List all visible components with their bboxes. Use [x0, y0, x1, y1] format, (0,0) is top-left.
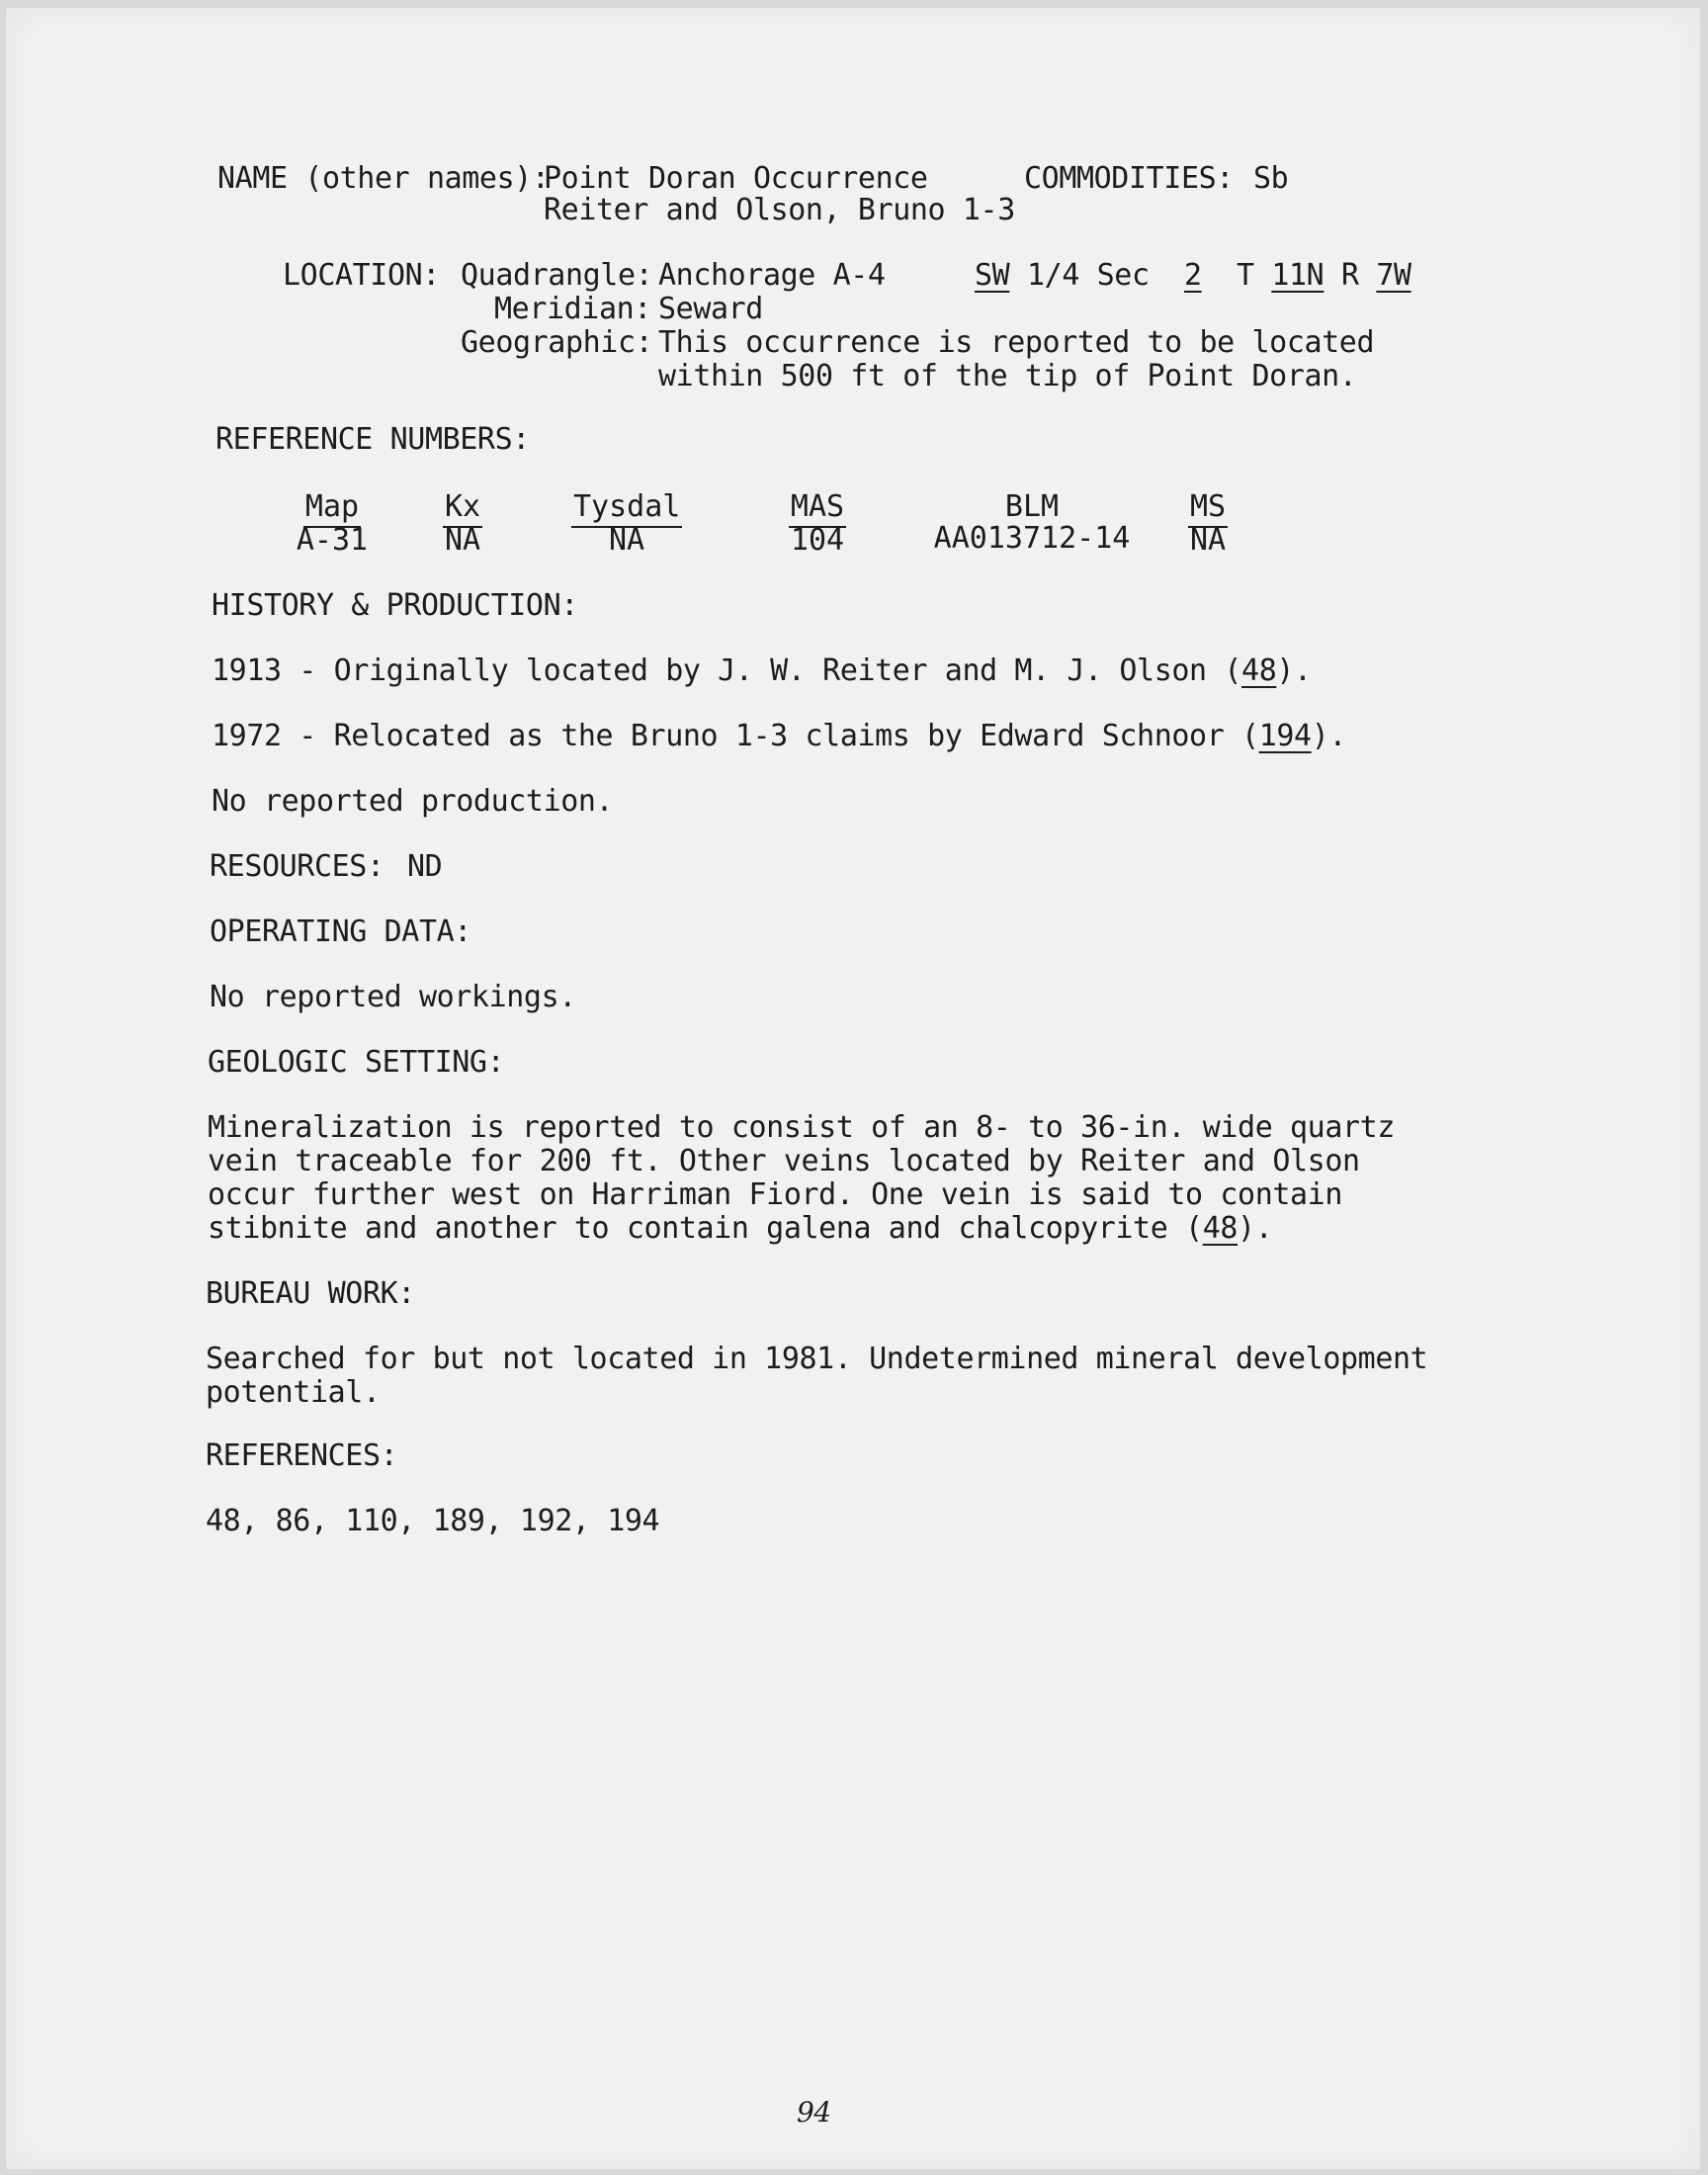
ref-col-map — [293, 490, 372, 558]
section-value: 2 — [1183, 258, 1202, 293]
operating-text: No reported workings. — [210, 980, 576, 1014]
geologic-label: GEOLOGIC SETTING: — [208, 1045, 505, 1080]
geologic-line-2: vein traceable for 200 ft. Other veins located by Reiter and Olson — [208, 1144, 1360, 1178]
ref-header-ms: MS — [1188, 490, 1228, 528]
quarter-value: SW — [975, 258, 1010, 293]
history-line-1-text: 1913 - Originally located by J. W. Reiter and M. J. Olson ( — [212, 653, 1242, 688]
ref-header-kx: Kx — [443, 490, 482, 528]
ref-col-mas — [781, 490, 854, 558]
quadrangle-label: Quadrangle: — [461, 258, 653, 293]
meridian-value: Seward — [658, 292, 763, 326]
ref-col-ms — [1178, 490, 1238, 558]
commodities-value: Sb — [1253, 161, 1289, 196]
ref-value-map: A-31 — [296, 523, 369, 558]
history-line-2 — [212, 720, 1346, 753]
geographic-label: Geographic: — [461, 325, 653, 360]
geographic-line-1: This occurrence is reported to be located — [658, 325, 1375, 360]
history-line-1-ref: 48 — [1241, 653, 1277, 688]
resources-value: ND — [407, 849, 443, 884]
name-other: Reiter and Olson, Bruno 1-3 — [544, 193, 1015, 227]
quarter-text: 1/4 Sec — [1027, 258, 1150, 293]
history-line-2-ref: 194 — [1258, 719, 1312, 753]
reference-numbers-label: REFERENCE NUMBERS: — [215, 422, 530, 457]
ref-col-tysdal — [571, 490, 682, 558]
geologic-line-1: Mineralization is reported to consist of an 8- to 36-in. wide quartz — [208, 1110, 1395, 1145]
geologic-line-4-text: stibnite and another to contain galena and chalcopyrite ( — [208, 1211, 1203, 1246]
plss-location — [975, 259, 1411, 293]
production-text: No reported production. — [212, 784, 614, 819]
geologic-line-4 — [208, 1212, 1272, 1246]
page-number: 94 — [797, 2096, 831, 2129]
ref-value-mas: 104 — [790, 523, 845, 558]
range-value: 7W — [1376, 258, 1411, 293]
commodities-label: COMMODITIES: — [1024, 161, 1234, 196]
geologic-line-4-ref: 48 — [1202, 1211, 1238, 1246]
township-value: 11N — [1271, 258, 1324, 293]
quadrangle-value: Anchorage A-4 — [658, 258, 886, 293]
township-label: T — [1236, 258, 1254, 293]
name-primary: Point Doran Occurrence — [544, 161, 928, 196]
document-page — [6, 8, 1700, 2169]
ref-value-kx: NA — [444, 523, 481, 558]
ref-value-tysdal: NA — [608, 523, 645, 558]
geologic-line-3: occur further west on Harriman Fiord. One vein is said to contain — [208, 1177, 1342, 1212]
ref-col-kx — [433, 490, 492, 558]
ref-value-ms: NA — [1189, 523, 1227, 558]
ref-header-mas: MAS — [789, 490, 846, 528]
ref-value-blm: AA013712-14 — [933, 521, 1131, 556]
references-label: REFERENCES: — [206, 1438, 398, 1473]
geologic-line-4-end: ). — [1238, 1211, 1273, 1246]
range-label: R — [1340, 258, 1359, 293]
geographic-line-2: within 500 ft of the tip of Point Doran. — [658, 359, 1357, 393]
resources-label: RESOURCES: — [210, 849, 384, 884]
meridian-label: Meridian: — [494, 292, 651, 326]
ref-header-map: Map — [303, 490, 361, 528]
history-line-1-end: ). — [1276, 653, 1312, 688]
ref-header-blm: BLM — [1004, 489, 1060, 524]
name-label: NAME (other names): — [217, 161, 550, 196]
history-label: HISTORY & PRODUCTION: — [212, 588, 578, 623]
history-line-1 — [212, 654, 1312, 688]
operating-label: OPERATING DATA: — [210, 914, 471, 949]
location-label: LOCATION: — [283, 258, 440, 293]
bureau-line-2: potential. — [206, 1375, 381, 1410]
history-line-2-end: ). — [1311, 719, 1347, 753]
references-value: 48, 86, 110, 189, 192, 194 — [206, 1504, 660, 1538]
history-line-2-text: 1972 - Relocated as the Bruno 1-3 claims by Edward Schnoor ( — [212, 719, 1259, 753]
ref-header-tysdal: Tysdal — [571, 490, 682, 528]
bureau-label: BUREAU WORK: — [206, 1276, 415, 1311]
ref-col-blm — [933, 490, 1131, 556]
bureau-line-1: Searched for but not located in 1981. Undetermined mineral development — [206, 1342, 1428, 1376]
